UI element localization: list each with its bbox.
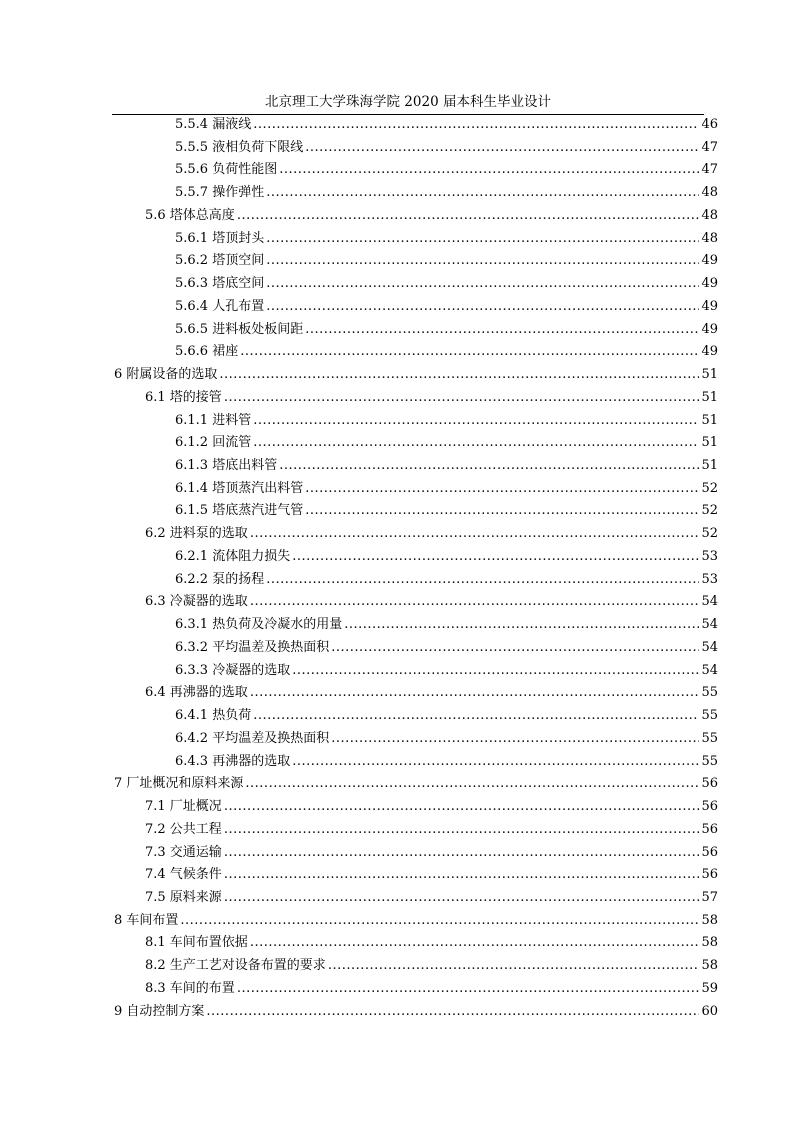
toc-entry[interactable] (114, 228, 718, 251)
toc-dot-leader (266, 182, 699, 205)
toc-entry[interactable] (114, 478, 718, 501)
toc-entry-page-number: 53 (701, 548, 718, 564)
toc-entry[interactable] (114, 432, 718, 455)
toc-entry-page-number: 57 (701, 889, 718, 905)
toc-entry-label: 5.5.7 操作弹性 (175, 185, 265, 201)
toc-entry-label: 5.6.3 塔底空间 (175, 276, 265, 292)
toc-entry[interactable] (114, 773, 718, 796)
toc-dot-leader (331, 728, 699, 751)
toc-dot-leader (206, 1001, 699, 1024)
toc-entry[interactable] (114, 159, 718, 182)
toc-entry-label: 6.4 再沸器的选取 (145, 685, 248, 701)
toc-entry-label: 7 厂址概况和原料来源 (114, 776, 244, 792)
toc-dot-leader (250, 682, 700, 705)
toc-entry-label: 8 车间布置 (114, 912, 179, 928)
toc-entry[interactable] (114, 819, 718, 842)
toc-entry[interactable] (114, 705, 718, 728)
toc-entry-label: 8.1 车间布置依据 (145, 935, 248, 951)
toc-entry[interactable] (114, 546, 718, 569)
toc-entry[interactable] (114, 751, 718, 774)
toc-dot-leader (292, 751, 699, 774)
toc-entry-label: 6.4.1 热负荷 (175, 708, 252, 724)
toc-entry-label: 8.2 生产工艺对设备布置的要求 (145, 958, 326, 974)
toc-entry-page-number: 51 (701, 367, 718, 383)
toc-entry-page-number: 58 (701, 912, 718, 928)
toc-entry[interactable] (114, 842, 718, 865)
toc-entry-page-number: 48 (701, 207, 718, 223)
toc-entry[interactable] (114, 864, 718, 887)
toc-dot-leader (237, 205, 700, 228)
toc-entry-label: 8.3 车间的布置 (145, 980, 235, 996)
toc-entry-label: 7.1 厂址概况 (145, 799, 222, 815)
toc-entry-page-number: 55 (701, 685, 718, 701)
toc-entry-page-number: 54 (701, 617, 718, 633)
toc-entry-label: 5.6.5 进料板处板间距 (175, 321, 304, 337)
toc-entry-label: 6.1.4 塔顶蒸汽出料管 (175, 480, 304, 496)
toc-entry[interactable] (114, 137, 718, 160)
toc-entry-label: 6.4.2 平均温差及换热面积 (175, 730, 330, 746)
toc-entry-page-number: 58 (701, 958, 718, 974)
toc-entry-page-number: 55 (701, 708, 718, 724)
toc-entry[interactable] (114, 182, 718, 205)
toc-entry-page-number: 49 (701, 321, 718, 337)
toc-entry-label: 5.5.5 液相负荷下限线 (175, 139, 304, 155)
toc-dot-leader (266, 296, 699, 319)
toc-dot-leader (279, 159, 699, 182)
toc-entry-label: 9 自动控制方案 (114, 1003, 205, 1019)
toc-entry-page-number: 56 (701, 821, 718, 837)
toc-entry[interactable] (114, 591, 718, 614)
toc-entry-page-number: 56 (701, 799, 718, 815)
toc-entry-page-number: 51 (701, 435, 718, 451)
toc-entry-page-number: 56 (701, 867, 718, 883)
toc-entry[interactable] (114, 205, 718, 228)
toc-dot-leader (305, 500, 699, 523)
toc-entry[interactable] (114, 387, 718, 410)
toc-entry-page-number: 53 (701, 571, 718, 587)
toc-entry-label: 6.2.1 流体阻力损失 (175, 548, 291, 564)
toc-entry[interactable] (114, 410, 718, 433)
toc-entry-label: 5.5.4 漏液线 (175, 117, 252, 132)
toc-dot-leader (305, 478, 699, 501)
toc-dot-leader (250, 932, 700, 955)
toc-entry[interactable] (114, 250, 718, 273)
toc-dot-leader (180, 910, 699, 933)
toc-dot-leader (240, 341, 699, 364)
toc-entry-page-number: 51 (701, 458, 718, 474)
toc-dot-leader (219, 364, 699, 387)
toc-dot-leader (266, 569, 699, 592)
toc-entry[interactable] (114, 296, 718, 319)
toc-entry-page-number: 55 (701, 753, 718, 769)
toc-entry[interactable] (114, 455, 718, 478)
toc-entry-page-number: 56 (701, 776, 718, 792)
table-of-contents (114, 114, 718, 1023)
toc-entry-page-number: 52 (701, 526, 718, 542)
toc-dot-leader (253, 410, 699, 433)
toc-entry[interactable] (114, 341, 718, 364)
toc-entry-label: 6.4.3 再沸器的选取 (175, 753, 291, 769)
toc-dot-leader (266, 228, 699, 251)
toc-entry-label: 6.1.3 塔底出料管 (175, 458, 278, 474)
toc-dot-leader (328, 955, 700, 978)
toc-entry[interactable] (114, 614, 718, 637)
toc-entry[interactable] (114, 523, 718, 546)
toc-entry-page-number: 56 (701, 844, 718, 860)
toc-dot-leader (266, 250, 699, 273)
toc-entry-page-number: 48 (701, 185, 718, 201)
toc-entry[interactable] (114, 978, 718, 1001)
toc-dot-leader (245, 773, 699, 796)
toc-entry-label: 5.6 塔体总高度 (145, 207, 235, 223)
toc-dot-leader (224, 796, 700, 819)
toc-entry-label: 5.6.4 人孔布置 (175, 298, 265, 314)
toc-dot-leader (253, 432, 699, 455)
toc-entry-label: 6.1.1 进料管 (175, 412, 252, 428)
toc-entry-page-number: 59 (701, 980, 718, 996)
toc-entry-label: 5.6.2 塔顶空间 (175, 253, 265, 269)
toc-entry-page-number: 48 (701, 230, 718, 246)
toc-entry[interactable] (114, 1001, 718, 1024)
toc-entry-page-number: 52 (701, 503, 718, 519)
toc-entry-label: 6.3.3 冷凝器的选取 (175, 662, 291, 678)
toc-dot-leader (224, 819, 700, 842)
toc-entry-page-number: 49 (701, 298, 718, 314)
toc-entry[interactable] (114, 887, 718, 910)
toc-entry-page-number: 49 (701, 344, 718, 360)
toc-dot-leader (266, 273, 699, 296)
toc-entry-label: 6.1.2 回流管 (175, 435, 252, 451)
toc-entry-page-number: 47 (701, 162, 718, 178)
toc-dot-leader (305, 319, 699, 342)
toc-entry-page-number: 51 (701, 389, 718, 405)
toc-entry-label: 6 附属设备的选取 (114, 367, 218, 383)
toc-dot-leader (224, 864, 700, 887)
toc-entry-label: 6.3.2 平均温差及换热面积 (175, 639, 330, 655)
toc-entry-label: 5.5.6 负荷性能图 (175, 162, 278, 178)
toc-entry-label: 7.4 气候条件 (145, 867, 222, 883)
toc-entry-page-number: 58 (701, 935, 718, 951)
toc-entry-label: 7.2 公共工程 (145, 821, 222, 837)
toc-dot-leader (344, 614, 699, 637)
toc-entry-page-number: 54 (701, 594, 718, 610)
toc-dot-leader (250, 591, 700, 614)
toc-entry[interactable] (114, 364, 718, 387)
toc-entry[interactable] (114, 114, 718, 137)
toc-dot-leader (305, 137, 699, 160)
toc-dot-leader (331, 637, 699, 660)
toc-entry-page-number: 46 (701, 117, 718, 132)
toc-dot-leader (250, 523, 700, 546)
toc-entry-label: 7.3 交通运输 (145, 844, 222, 860)
toc-dot-leader (224, 887, 700, 910)
toc-entry-label: 6.1 塔的接管 (145, 389, 222, 405)
toc-dot-leader (253, 114, 699, 137)
toc-entry[interactable] (114, 955, 718, 978)
toc-entry-page-number: 47 (701, 139, 718, 155)
toc-entry-page-number: 60 (701, 1003, 718, 1019)
toc-entry-page-number: 52 (701, 480, 718, 496)
toc-entry-page-number: 54 (701, 662, 718, 678)
toc-dot-leader (224, 387, 700, 410)
toc-dot-leader (292, 660, 699, 683)
toc-entry-label: 5.6.1 塔顶封头 (175, 230, 265, 246)
toc-entry-label: 5.6.6 裙座 (175, 344, 239, 360)
toc-entry[interactable] (114, 500, 718, 523)
toc-entry[interactable] (114, 682, 718, 705)
toc-entry[interactable] (114, 910, 718, 933)
toc-entry[interactable] (114, 728, 718, 751)
page-header: 北京理工大学珠海学院 2020 届本科生毕业设计 (265, 94, 551, 110)
toc-entry-page-number: 49 (701, 253, 718, 269)
toc-entry-label: 6.3 冷凝器的选取 (145, 594, 248, 610)
toc-entry[interactable] (114, 637, 718, 660)
toc-entry-label: 7.5 原料来源 (145, 889, 222, 905)
toc-entry-label: 6.1.5 塔底蒸汽进气管 (175, 503, 304, 519)
toc-entry-label: 6.2 进料泵的选取 (145, 526, 248, 542)
toc-entry[interactable] (114, 569, 718, 592)
toc-entry-page-number: 51 (701, 412, 718, 428)
toc-entry[interactable] (114, 932, 718, 955)
toc-entry[interactable] (114, 319, 718, 342)
toc-entry[interactable] (114, 273, 718, 296)
toc-entry-label: 6.3.1 热负荷及冷凝水的用量 (175, 617, 343, 633)
toc-dot-leader (279, 455, 699, 478)
toc-dot-leader (224, 842, 700, 865)
toc-entry-label: 6.2.2 泵的扬程 (175, 571, 265, 587)
toc-entry-page-number: 55 (701, 730, 718, 746)
toc-entry[interactable] (114, 660, 718, 683)
toc-dot-leader (253, 705, 699, 728)
toc-entry-page-number: 49 (701, 276, 718, 292)
toc-dot-leader (292, 546, 699, 569)
toc-entry[interactable] (114, 796, 718, 819)
toc-entry-page-number: 54 (701, 639, 718, 655)
toc-dot-leader (237, 978, 700, 1001)
